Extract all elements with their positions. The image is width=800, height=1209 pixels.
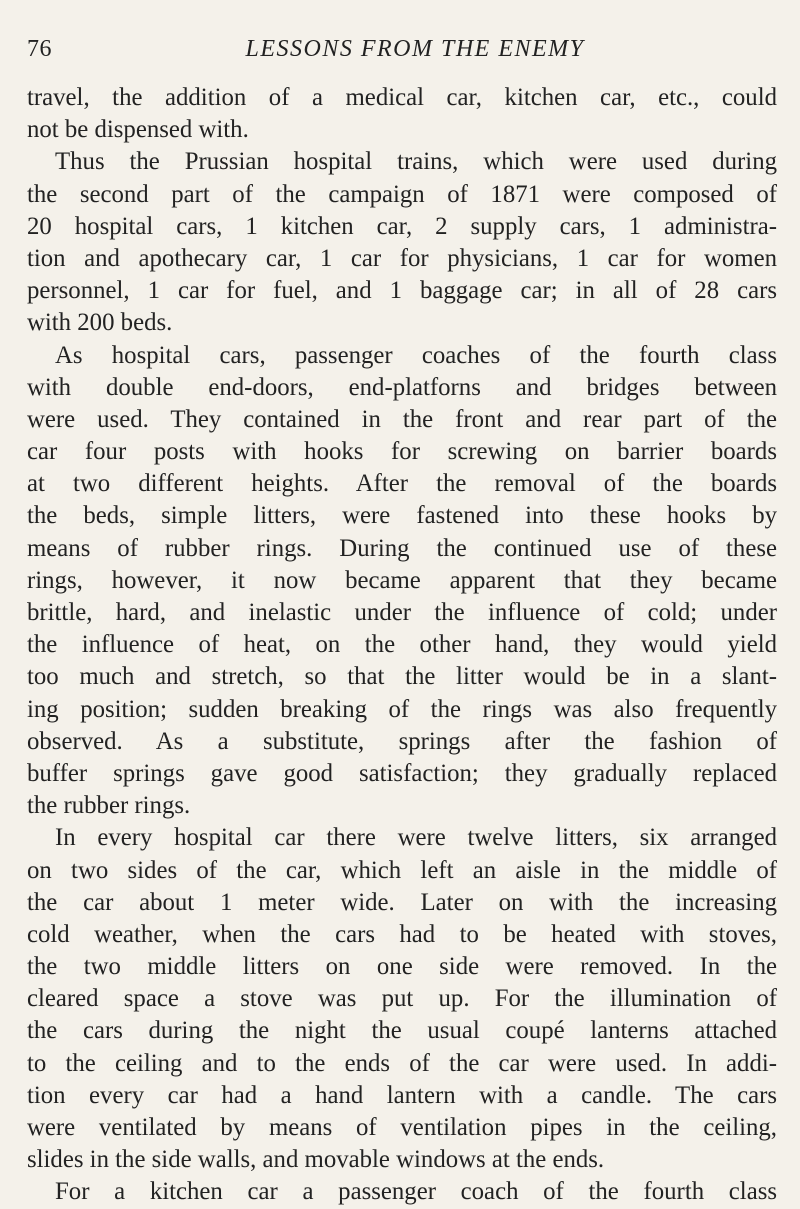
text-line: car four posts with hooks for screwing on barrier boards xyxy=(27,438,777,466)
text-line: the second part of the campaign of 1871 were composed of xyxy=(27,180,777,208)
text-line: cleared space a stove was put up. For the illumination of xyxy=(27,985,777,1013)
text-line: with 200 beds. xyxy=(27,309,173,337)
page-number: 76 xyxy=(27,36,52,62)
text-line: were used. They contained in the front and rear part of the xyxy=(27,405,777,433)
text-line: tion every car had a hand lantern with a candle. The cars xyxy=(27,1081,777,1109)
text-line: observed. As a substitute, springs after the fashion of xyxy=(27,727,777,755)
text-line: with double end-doors, end-platforns and bridges between xyxy=(27,373,777,401)
text-line: the two middle litters on one side were removed. In the xyxy=(27,953,777,981)
text-line: were ventilated by means of ventilation pipes in the ceiling, xyxy=(27,1114,777,1141)
text-line: to the ceiling and to the ends of the car were used. In addi- xyxy=(27,1049,777,1077)
text-line: For a kitchen car a passenger coach of the fourth class xyxy=(55,1178,777,1206)
text-line: Thus the Prussian hospital trains, which were used during xyxy=(55,148,777,176)
text-line: the beds, simple litters, were fastened into these hooks by xyxy=(27,502,777,530)
text-line: 20 hospital cars, 1 kitchen car, 2 supply cars, 1 administra- xyxy=(27,212,777,240)
text-line: tion and apothecary car, 1 car for physicians, 1 car for women xyxy=(27,244,777,272)
text-line: on two sides of the car, which left an aisle in the middle of xyxy=(27,856,777,884)
text-line: the influence of heat, on the other hand, they would yield xyxy=(27,631,777,659)
text-line: As hospital cars, passenger coaches of the fourth class xyxy=(55,341,777,369)
text-line: too much and stretch, so that the litter would be in a slant- xyxy=(27,663,777,691)
text-line: at two different heights. After the removal of the boards xyxy=(27,470,777,498)
text-line: not be dispensed with. xyxy=(27,116,249,144)
text-line: slides in the side walls, and movable windows at the ends. xyxy=(27,1146,605,1174)
text-line: the rubber rings. xyxy=(27,792,191,820)
text-line: brittle, hard, and inelastic under the influence of cold; under xyxy=(27,599,777,626)
text-line: the cars during the night the usual coupé lanterns attached xyxy=(27,1017,777,1045)
text-line: In every hospital car there were twelve litters, six arranged xyxy=(55,824,777,852)
text-line: cold weather, when the cars had to be heated with stoves, xyxy=(27,920,777,948)
page-header xyxy=(27,33,773,65)
text-line: rings, however, it now became apparent that they became xyxy=(27,566,777,594)
text-line: the car about 1 meter wide. Later on with the increasing xyxy=(27,888,777,916)
text-line: means of rubber rings. During the continued use of these xyxy=(27,534,777,562)
text-line: ing position; sudden breaking of the rings was also frequently xyxy=(27,695,777,723)
text-line: buffer springs gave good satisfaction; they gradually replaced xyxy=(27,759,777,787)
text-line: personnel, 1 car for fuel, and 1 baggage car; in all of 28 cars xyxy=(27,277,777,305)
text-line: travel, the addition of a medical car, kitchen car, etc., could xyxy=(27,84,777,111)
running-title: LESSONS FROM THE ENEMY xyxy=(245,36,585,62)
body-text xyxy=(27,82,777,1209)
